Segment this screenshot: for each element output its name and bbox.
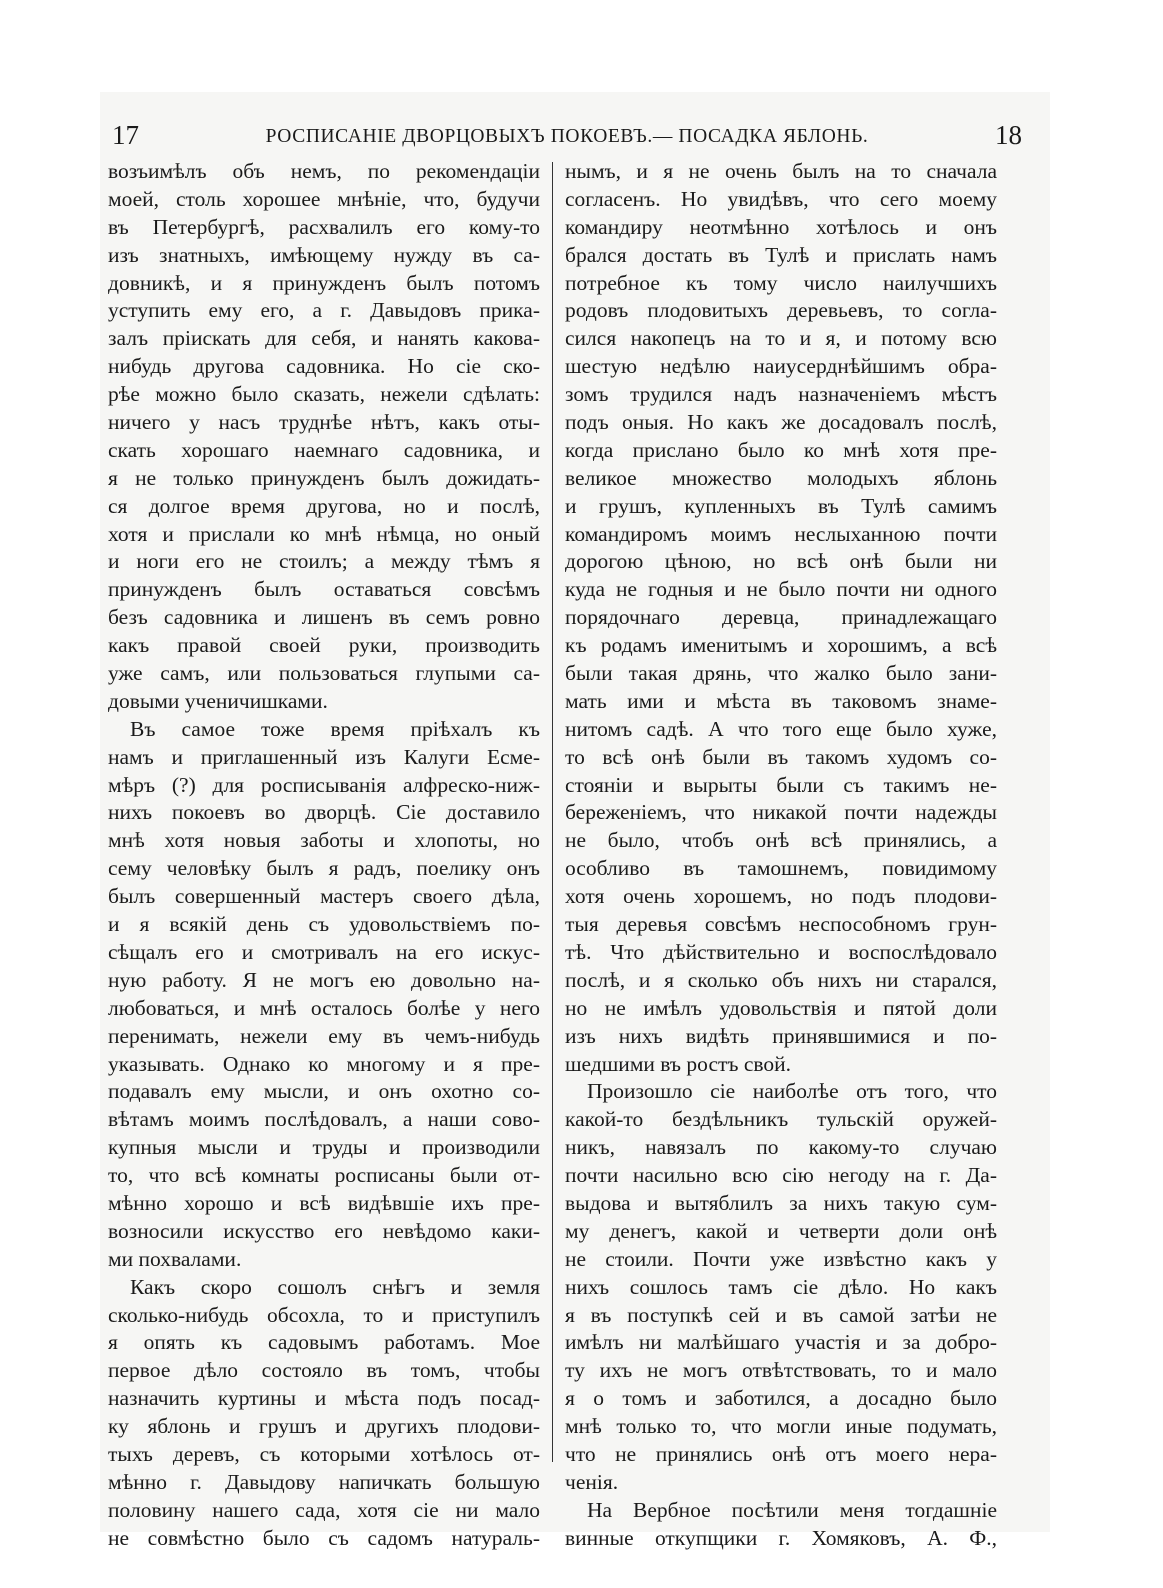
text-line: то всѣ онѣ были въ такомъ худомъ со- <box>565 744 997 769</box>
text-line: выдова и вытяблилъ за нихъ такую сум- <box>565 1190 997 1215</box>
text-line: Произошло сіе наиболѣе отъ того, что <box>587 1079 997 1104</box>
text-line: нихъ покоевъ во дворцѣ. Сіе доставило <box>108 800 540 825</box>
text-line: согласенъ. Но увидѣвъ, что сего моему <box>565 186 997 211</box>
text-line: ченія. <box>565 1469 619 1494</box>
text-line: брался достать въ Тулѣ и прислать намъ <box>565 242 997 267</box>
text-line: купныя мысли и труды и производили <box>108 1135 540 1160</box>
text-line: Въ самое тоже время пріѣхалъ къ <box>130 716 540 741</box>
text-line: назначить куртины и мѣста подъ посад- <box>108 1386 540 1411</box>
text-line: безъ садовника и лишенъ въ семъ ровно <box>108 605 540 630</box>
running-title: РОСПИСАНІЕ ДВОРЦОВЫХЪ ПОКОЕВЪ.— ПОСАДКА ЯБЛОНЬ. <box>265 126 869 147</box>
text-line: послѣ, и я сколько объ нихъ ни старался, <box>565 967 997 992</box>
text-line: ми похвалами. <box>108 1246 242 1271</box>
text-line: и ноги его не стоилъ; а между тѣмъ я <box>108 549 540 574</box>
text-line: довникѣ, и я принужденъ былъ потомъ <box>108 270 540 295</box>
text-line: командиру неотмѣнно хотѣлось и онъ <box>565 214 997 239</box>
page-number-right: 18 <box>995 120 1022 150</box>
text-line: мѣнно г. Давыдову напичкать большую <box>108 1469 540 1494</box>
text-line: дорогою цѣною, но всѣ онѣ были ни <box>565 549 997 574</box>
text-line: ту ихъ не могъ отвѣтствовать, то и мало <box>565 1358 997 1383</box>
text-line: нихъ сошлось тамъ сіе дѣло. Но какъ <box>565 1274 997 1299</box>
right-text-column <box>565 158 997 1553</box>
text-line: хотя и прислали ко мнѣ нѣмца, но оный <box>108 521 540 546</box>
text-line: сему человѣку былъ я радъ, поелику онъ <box>108 856 540 881</box>
text-line: никъ, навязалъ по какому-то случаю <box>565 1135 997 1160</box>
text-line: почти насильно всю сію негоду на г. Да- <box>565 1163 997 1188</box>
text-line: мнѣ только то, что могли иные подумать, <box>565 1414 997 1439</box>
text-line: изъ знатныхъ, имѣющему нужду въ са- <box>108 242 540 267</box>
text-line: рѣе можно было сказать, нежели сдѣлать: <box>108 382 540 407</box>
text-line: особливо въ тамошнемъ, повидимому <box>565 856 997 881</box>
text-line: куда не годныя и не было почти ни одного <box>565 577 997 602</box>
text-line: возъимѣлъ объ немъ, по рекомендаціи <box>108 159 540 183</box>
running-header <box>112 120 1022 154</box>
text-line: нитомъ садѣ. А что того еще было хуже, <box>565 716 997 741</box>
text-line: подавалъ ему мысли, и онъ охотно со- <box>108 1079 540 1104</box>
text-line: и грушъ, купленныхъ въ Тулѣ самимъ <box>565 493 997 518</box>
text-line: винные откупщики г. Хомяковъ, А. Ф., <box>565 1525 997 1550</box>
text-line: какой-то бездѣльникъ тульскій оружей- <box>565 1107 997 1132</box>
text-line: я о томъ и заботился, а досадно было <box>565 1386 997 1411</box>
text-line: принужденъ былъ оставаться совсѣмъ <box>108 577 540 602</box>
text-line: порядочнаго деревца, принадлежащаго <box>565 605 997 630</box>
text-line: половину нашего сада, хотя сіе ни мало <box>108 1497 540 1522</box>
text-line: моей, столь хорошее мнѣніе, что, будучи <box>108 186 540 211</box>
text-line: На Вербное посѣтили меня тогдашніе <box>587 1497 997 1522</box>
text-line: уступить ему его, а г. Давыдовъ прика- <box>108 298 540 323</box>
text-line: то, что всѣ комнаты росписаны были от- <box>108 1163 540 1188</box>
column-divider <box>552 162 553 1462</box>
text-line: зомъ трудился надъ назначеніемъ мѣстъ <box>565 382 997 407</box>
text-line: ную работу. Я не могъ ею довольно на- <box>108 967 540 992</box>
text-line: вѣтамъ моимъ послѣдовалъ, а наши сово- <box>108 1107 540 1132</box>
text-line: не совмѣстно было съ садомъ натураль- <box>108 1525 540 1550</box>
text-line: береженіемъ, что никакой почти надежды <box>565 800 997 825</box>
text-line: скать хорошаго наемнаго садовника, и <box>108 437 540 462</box>
text-line: нибудь другова садовника. Но сіе ско- <box>108 354 540 379</box>
text-line: мѣръ (?) для росписыванія алфреско-ниж- <box>108 772 540 797</box>
text-line: первое дѣло состояло въ томъ, чтобы <box>108 1358 540 1383</box>
text-line: я не только принужденъ былъ дожидать- <box>108 465 540 490</box>
text-line: были такая дрянь, что жалко было зани- <box>565 661 997 686</box>
text-line: сился накопецъ на то и я, и потому всю <box>565 326 997 351</box>
text-line: тѣ. Что дѣйствительно и воспослѣдовало <box>565 939 997 964</box>
text-line: какъ правой своей руки, производить <box>108 633 540 658</box>
text-line: ничего у насъ труднѣе нѣтъ, какъ оты- <box>108 410 540 435</box>
text-line: ся долгое время другова, но и послѣ, <box>108 493 540 518</box>
text-line: командиромъ моимъ неслыханною почти <box>565 521 997 546</box>
text-line: тыя деревья совсѣмъ неспособномъ грун- <box>565 912 997 937</box>
text-line: я въ поступкѣ сей и въ самой затѣи не <box>565 1302 997 1327</box>
text-line: сѣщалъ его и смотривалъ на его искус- <box>108 939 540 964</box>
text-line: мать ими и мѣста въ таковомъ знаме- <box>565 688 997 713</box>
text-line: въ Петербургѣ, расхвалилъ его кому-то <box>108 214 540 239</box>
text-line: изъ нихъ видѣть принявшимися и по- <box>565 1023 997 1048</box>
text-line: не стоили. Почти уже извѣстно какъ у <box>565 1246 997 1271</box>
text-line: шедшими въ ростъ свой. <box>565 1051 792 1076</box>
text-line: и я всякій день съ удовольствіемъ по- <box>108 912 540 937</box>
text-line: сколько-нибудь обсохла, то и приступилъ <box>108 1302 540 1327</box>
text-line: Какъ скоро сошолъ снѣгъ и земля <box>130 1274 540 1299</box>
text-line: потребное къ тому число наилучшихъ <box>565 270 997 295</box>
text-line: имѣлъ ни малѣйшаго участія и за добро- <box>565 1330 997 1355</box>
text-line: тыхъ деревъ, съ которыми хотѣлось от- <box>108 1441 540 1466</box>
text-line: когда прислано было ко мнѣ хотя пре- <box>565 437 997 462</box>
text-line: былъ совершенный мастеръ своего дѣла, <box>108 884 540 909</box>
text-line: нымъ, и я не очень былъ на то сначала <box>565 159 997 183</box>
text-line: не было, чтобъ онѣ всѣ принялись, а <box>565 828 997 853</box>
text-line: любоваться, и мнѣ осталось болѣе у него <box>108 995 540 1020</box>
text-line: ку яблонь и грушъ и другихъ плодови- <box>108 1414 540 1439</box>
text-line: къ родамъ именитымъ и хорошимъ, а всѣ <box>565 633 997 658</box>
text-line: шестую недѣлю наиусерднѣйшимъ обра- <box>565 354 997 379</box>
text-line: великое множество молодыхъ яблонь <box>565 465 997 490</box>
text-line: хотя очень хорошемъ, но подъ плодови- <box>565 884 997 909</box>
text-line: что не принялись онѣ отъ моего нера- <box>565 1441 997 1466</box>
page-number-left: 17 <box>112 120 139 150</box>
text-line: уже самъ, или пользоваться глупыми са- <box>108 661 540 686</box>
text-line: перенимать, нежели ему въ чемъ-нибудь <box>108 1023 540 1048</box>
text-line: родовъ плодовитыхъ деревьевъ, то согла- <box>565 298 997 323</box>
text-line: стояніи и вырыты были съ такимъ не- <box>565 772 997 797</box>
text-line: му денегъ, какой и четверти доли онѣ <box>565 1218 997 1243</box>
text-line: залъ пріискать для себя, и нанять какова- <box>108 326 540 351</box>
text-line: намъ и приглашенный изъ Калуги Есме- <box>108 744 540 769</box>
text-line: возносили искусство его невѣдомо каки- <box>108 1218 540 1243</box>
left-text-column <box>108 158 540 1553</box>
text-line: довыми ученичишками. <box>108 688 328 713</box>
text-line: подъ оныя. Но какъ же досадовалъ послѣ, <box>565 410 997 435</box>
text-line: мѣнно хорошо и всѣ видѣвшіе ихъ пре- <box>108 1190 540 1215</box>
text-line: но не имѣлъ удовольствія и пятой доли <box>565 995 997 1020</box>
text-line: я опять къ садовымъ работамъ. Мое <box>108 1330 540 1355</box>
text-line: мнѣ хотя новыя заботы и хлопоты, но <box>108 828 540 853</box>
text-line: указывать. Однако ко многому и я пре- <box>108 1051 540 1076</box>
